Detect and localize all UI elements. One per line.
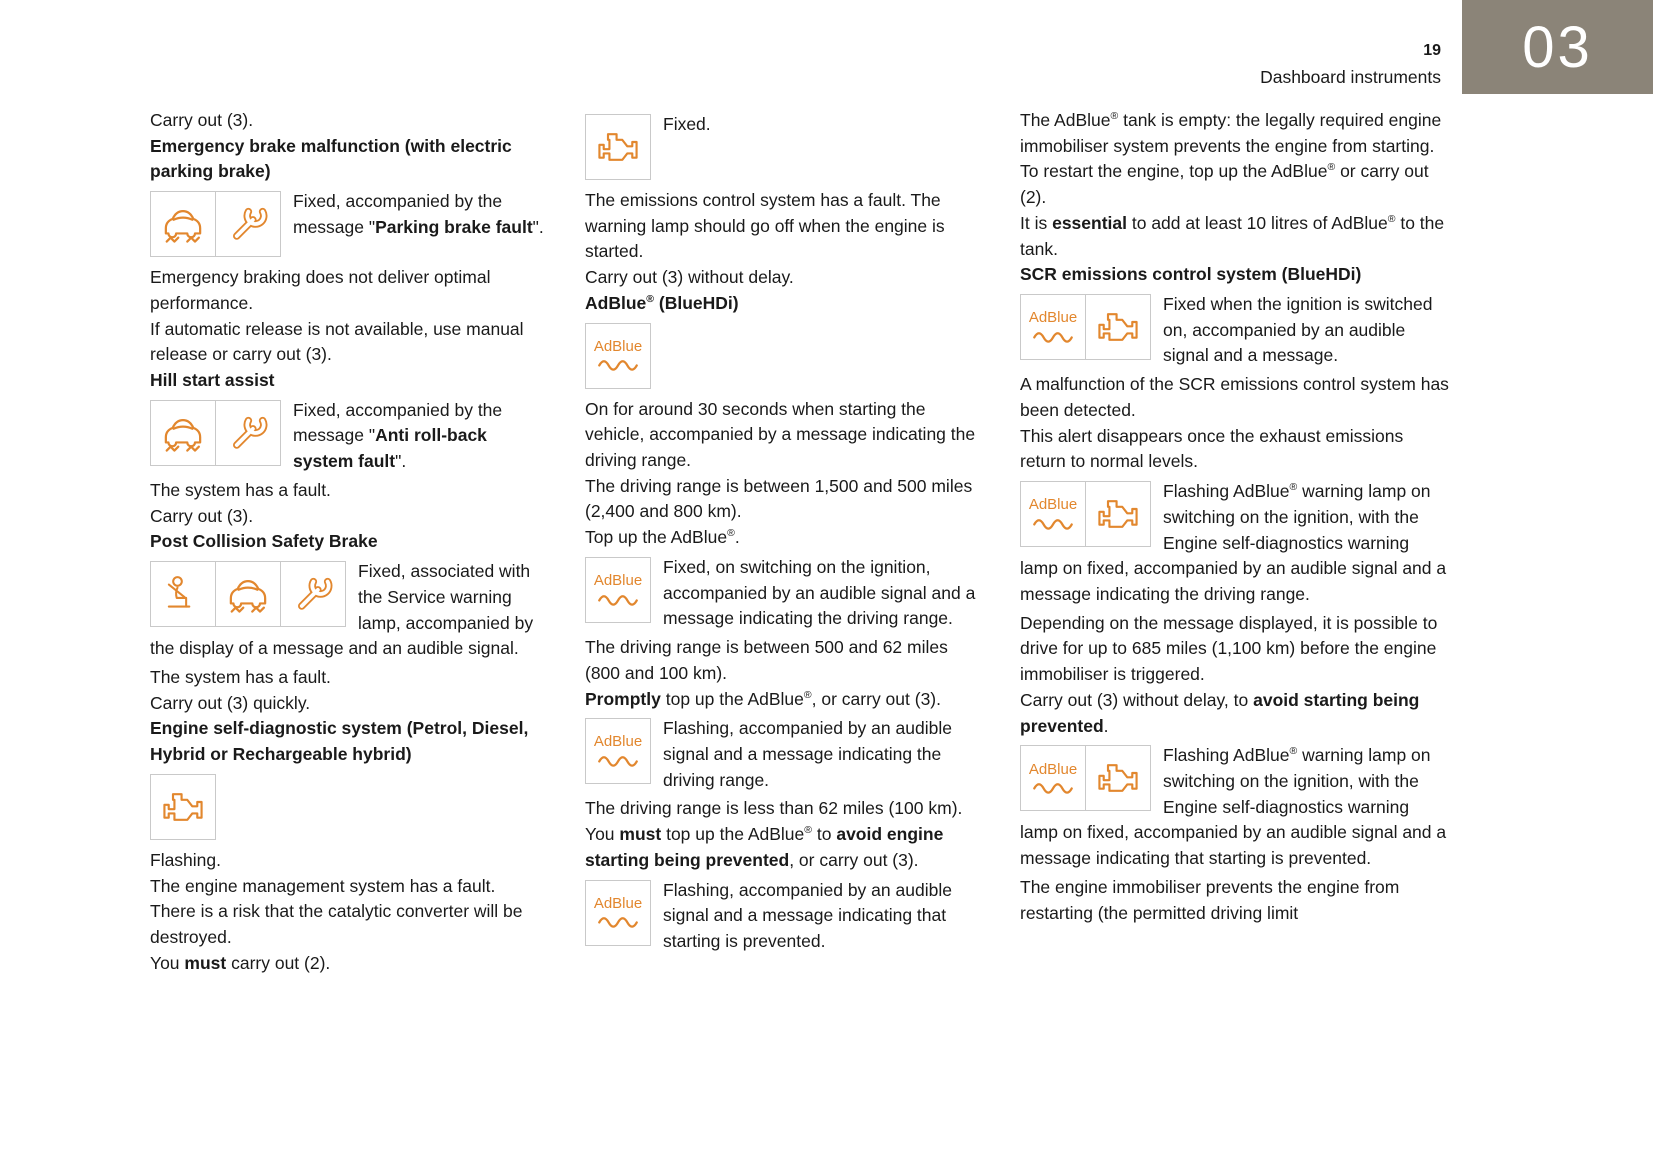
- paragraph: [1020, 159, 1450, 210]
- text-run: ®: [1387, 213, 1396, 226]
- text-run: ®: [1289, 745, 1298, 758]
- warning-lamp-group: [150, 400, 281, 466]
- paragraph: [150, 848, 548, 874]
- text-run: top up the AdBlue: [661, 824, 805, 845]
- adblue-icon: [1020, 481, 1086, 547]
- paragraph: [150, 108, 548, 134]
- paragraph: [1020, 108, 1450, 159]
- warning-lamp-group: [585, 880, 651, 946]
- warning-lamp-block: [150, 398, 548, 475]
- text-run: (BlueHDi): [654, 292, 739, 313]
- text-run: Emergency braking does not deliver optimal performance.: [150, 267, 491, 313]
- adblue-icon: [1020, 745, 1086, 811]
- occupant-icon: [150, 561, 216, 627]
- adblue-icon-label: AdBlue: [1028, 760, 1078, 778]
- text-run: Emergency brake malfunction (with electric parking brake): [150, 135, 512, 182]
- emphasis-text: must: [184, 952, 227, 973]
- text-run: Carry out (3).: [150, 505, 254, 526]
- warning-lamp-group: [150, 561, 346, 627]
- section-heading: [150, 134, 548, 185]
- text-run: Fixed, accompanied by the message ": [293, 399, 503, 446]
- paragraph: [585, 474, 983, 525]
- warning-lamp-block: [585, 321, 983, 394]
- engine-icon: [585, 114, 651, 180]
- chapter-tab: [1462, 0, 1653, 94]
- adblue-icon-label: AdBlue: [593, 733, 643, 751]
- paragraph: [1020, 688, 1450, 739]
- adblue-icon-label: AdBlue: [593, 337, 643, 355]
- text-run: You: [150, 952, 185, 973]
- paragraph: [150, 317, 548, 368]
- text-run: Flashing, accompanied by an audible signal and a message indicating that starting is prevented.: [663, 879, 952, 951]
- warning-lamp-group: [150, 774, 216, 840]
- text-run: The emissions control system has a fault. The warning lamp should go off when the engine is started.: [585, 190, 945, 262]
- section-heading: [1020, 262, 1450, 288]
- warning-lamp-group: [1020, 745, 1151, 811]
- paragraph: [1020, 372, 1450, 423]
- paragraph: [585, 397, 983, 474]
- adblue-icon: [585, 323, 651, 389]
- adblue-icon: [585, 880, 651, 946]
- emphasis-text: essential: [1052, 212, 1127, 233]
- text-run: ®: [804, 824, 813, 837]
- text-run: This alert disappears once the exhaust emissions return to normal levels.: [1020, 425, 1404, 472]
- wrench-icon: [215, 191, 281, 257]
- warning-lamp-group: [585, 323, 651, 389]
- warning-lamp-block: [585, 878, 983, 955]
- text-run: Hill start assist: [150, 370, 275, 391]
- warning-lamp-group: [150, 191, 281, 257]
- paragraph: [1020, 424, 1450, 475]
- text-run: ".: [532, 216, 544, 237]
- adblue-icon-label: AdBlue: [1028, 309, 1078, 327]
- text-run: Engine self-diagnostic system (Petrol, Diesel, Hybrid or Rechargeable hybrid): [150, 718, 529, 765]
- warning-lamp-block: [150, 189, 548, 262]
- text-run: to: [812, 824, 837, 845]
- engine-icon: [1085, 745, 1151, 811]
- text-run: Fixed, accompanied by the message ": [293, 191, 503, 237]
- text-run: ®: [727, 527, 735, 540]
- text-run: Carry out (3) without delay, to: [1020, 689, 1254, 710]
- paragraph: [585, 796, 983, 822]
- warning-lamp-block: [1020, 479, 1450, 608]
- warning-lamp-block: [585, 716, 983, 793]
- paragraph: [150, 899, 548, 950]
- emphasis-text: must: [619, 824, 662, 845]
- text-run: The AdBlue: [1020, 110, 1111, 130]
- paragraph: [150, 951, 548, 977]
- text-run: To restart the engine, top up the AdBlue: [1020, 161, 1328, 182]
- text-run: On for around 30 seconds when starting the vehicle, accompanied by a message indicating the driving range.: [585, 398, 976, 471]
- text-run: ®: [646, 293, 654, 306]
- text-run: Flashing AdBlue: [1163, 481, 1290, 502]
- paragraph: [1020, 875, 1450, 926]
- warning-lamp-block: [1020, 292, 1450, 369]
- text-column-2: [585, 108, 983, 958]
- paragraph: [585, 265, 983, 291]
- paragraph: [150, 265, 548, 316]
- text-run: or carry out (2).: [1020, 161, 1429, 208]
- chapter-number: 03: [1522, 14, 1593, 80]
- paragraph: [1020, 611, 1450, 688]
- warning-lamp-block: [585, 112, 983, 185]
- engine-icon: [150, 774, 216, 840]
- warning-lamp-block: [585, 555, 983, 632]
- emphasis-text: avoid starting being prevented: [1020, 689, 1420, 736]
- text-run: top up the AdBlue: [660, 688, 804, 709]
- text-run: There is a risk that the catalytic converter will be destroyed.: [150, 901, 523, 947]
- adblue-icon-label: AdBlue: [593, 894, 643, 912]
- text-run: ".: [395, 451, 407, 472]
- paragraph: [585, 635, 983, 686]
- text-run: ®: [1289, 481, 1298, 494]
- text-run: tank is empty: the legally required engine immobiliser system prevents the engine from starting.: [1020, 110, 1442, 156]
- warning-lamp-group: [1020, 294, 1151, 360]
- warning-lamp-group: [585, 114, 651, 180]
- warning-lamp-group: [1020, 481, 1151, 547]
- text-run: Fixed, associated with the Service warning lamp, accompanied by the display of a message and an audible signal.: [150, 561, 534, 659]
- text-column-3: [1020, 108, 1450, 926]
- text-run: Fixed when the ignition is switched on, accompanied by an audible signal and a message.: [1163, 294, 1433, 366]
- text-run: to the tank.: [1020, 212, 1445, 259]
- text-run: .: [1103, 715, 1109, 736]
- section-heading: [150, 716, 548, 767]
- car-skid-icon: [215, 561, 281, 627]
- paragraph: [1020, 211, 1450, 262]
- content-columns: [150, 108, 1450, 976]
- text-run: The system has a fault.: [150, 479, 331, 500]
- text-run: Carry out (3) without delay.: [585, 267, 794, 288]
- paragraph: [150, 874, 548, 900]
- text-run: The driving range is between 1,500 and 500 miles (2,400 and 800 km).: [585, 475, 973, 522]
- text-run: .: [734, 527, 740, 548]
- text-run: ®: [803, 688, 812, 701]
- engine-icon: [1085, 294, 1151, 360]
- text-run: Flashing AdBlue: [1163, 745, 1290, 766]
- text-run: The system has a fault.: [150, 666, 331, 687]
- warning-lamp-block: [150, 772, 548, 845]
- section-title: Dashboard instruments: [1260, 67, 1441, 87]
- adblue-icon: [585, 718, 651, 784]
- text-run: Post Collision Safety Brake: [150, 531, 378, 552]
- adblue-icon: [1020, 294, 1086, 360]
- paragraph: [585, 822, 983, 873]
- text-run: A malfunction of the SCR emissions control system has been detected.: [1020, 374, 1449, 420]
- section-heading: [150, 368, 548, 394]
- paragraph: [585, 687, 983, 713]
- wrench-icon: [280, 561, 346, 627]
- emphasis-text: avoid engine starting being prevented: [585, 824, 944, 870]
- text-run: carry out (2).: [226, 952, 331, 973]
- text-run: ®: [1327, 161, 1336, 174]
- text-run: AdBlue: [585, 292, 647, 313]
- text-run: The engine immobiliser prevents the engine from restarting (the permitted driving limit: [1020, 876, 1400, 923]
- text-run: If automatic release is not available, use manual release or carry out (3).: [150, 318, 524, 365]
- text-run: The driving range is less than 62 miles (100 km).: [585, 798, 963, 819]
- text-run: You: [585, 824, 620, 845]
- car-skid-icon: [150, 400, 216, 466]
- emphasis-text: Parking brake fault: [375, 216, 533, 237]
- warning-lamp-group: [585, 557, 651, 623]
- text-run: , or carry out (3).: [789, 849, 919, 870]
- paragraph: [585, 188, 983, 265]
- wrench-icon: [215, 400, 281, 466]
- text-run: Fixed, on switching on the ignition, accompanied by an audible signal and a message indicating the driving range.: [663, 556, 976, 629]
- text-run: to add at least 10 litres of AdBlue: [1127, 212, 1388, 233]
- text-run: ®: [1110, 110, 1119, 123]
- paragraph: [150, 504, 548, 530]
- text-run: The driving range is between 500 and 62 miles (800 and 100 km).: [585, 637, 948, 683]
- header-right: [1260, 42, 1441, 88]
- paragraph: [585, 525, 983, 551]
- paragraph: [150, 691, 548, 717]
- text-run: Carry out (3) quickly.: [150, 692, 311, 713]
- section-heading: [585, 291, 983, 317]
- text-run: The engine management system has a fault.: [150, 875, 496, 896]
- text-run: Flashing.: [150, 849, 222, 870]
- text-run: Flashing, accompanied by an audible signal and a message indicating the driving range.: [663, 718, 952, 790]
- car-skid-icon: [150, 191, 216, 257]
- warning-lamp-block: [1020, 743, 1450, 872]
- page-number: 19: [1423, 42, 1441, 59]
- adblue-icon-label: AdBlue: [1028, 496, 1078, 514]
- text-run: Depending on the message displayed, it is possible to drive for up to 685 miles (1,100 km) before the engine immobiliser is triggered.: [1020, 612, 1438, 685]
- text-run: Carry out (3).: [150, 110, 254, 130]
- paragraph: [150, 478, 548, 504]
- adblue-icon-label: AdBlue: [593, 572, 643, 590]
- emphasis-text: Promptly: [585, 688, 661, 709]
- text-column-1: [150, 108, 548, 976]
- emphasis-text: Anti roll-back system fault: [293, 425, 487, 472]
- text-run: Fixed.: [663, 114, 711, 134]
- engine-icon: [1085, 481, 1151, 547]
- warning-lamp-group: [585, 718, 651, 784]
- text-run: It is: [1020, 212, 1053, 233]
- text-run: warning lamp on switching on the ignition, with the Engine self-diagnostics warning lamp on fixed, accompanied by an audible signal and a message indicating the driving range.: [1020, 481, 1447, 604]
- section-heading: [150, 529, 548, 555]
- paragraph: [150, 665, 548, 691]
- text-run: warning lamp on switching on the ignition, with the Engine self-diagnostics warning lamp on fixed, accompanied by an audible signal and a message indicating that starting is prevented.: [1020, 745, 1447, 869]
- text-run: , or carry out (3).: [811, 688, 941, 709]
- warning-lamp-block: [150, 559, 548, 662]
- text-run: SCR emissions control system (BlueHDi): [1020, 264, 1362, 285]
- adblue-icon: [585, 557, 651, 623]
- text-run: Top up the AdBlue: [585, 527, 728, 548]
